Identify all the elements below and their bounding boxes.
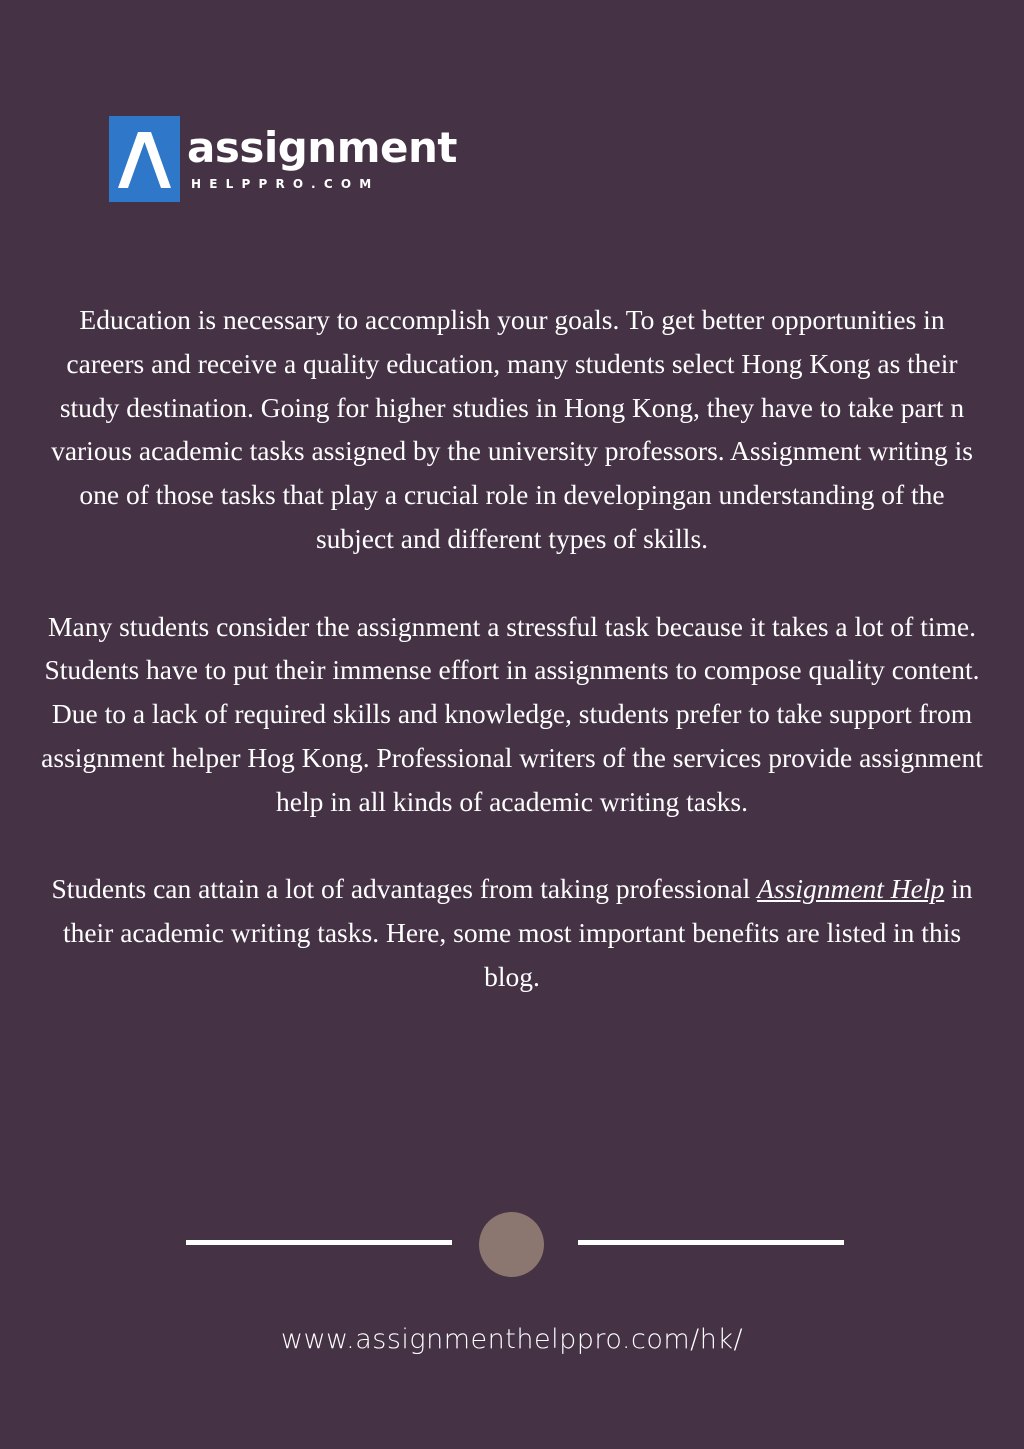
logo-mark [109, 116, 180, 202]
paragraph-3-rest: in their academic writing tasks. Here, some most important benefits are listed in this blog. [62, 873, 973, 992]
paragraph-3-intro: Students can attain a lot of advantages from taking professional [51, 873, 751, 905]
assignment-help-link[interactable]: Assignment Help [757, 873, 945, 905]
decorative-divider [0, 1212, 1024, 1276]
caret-a-icon [109, 116, 180, 202]
divider-line-right [578, 1240, 844, 1245]
paragraph-3 [40, 867, 984, 998]
paragraph-1: Education is necessary to accomplish your goals. To get better opportunities in careers and receive a quality education, many students select Hong Kong as their study destination. Going for higher studies in Hong Kong, they have to take part n various academic tasks assigned by the university professors. Assignment writing is one of those tasks that play a crucial role in developingan understanding of the subject and different types of skills. [51, 304, 973, 554]
paragraph-2: Many students consider the assignment a stressful task because it takes a lot of time. Students have to put their immense effort in assignments to compose quality content. Due to a lack of required skills and knowledge, students prefer to take support from assignment helper Hog Kong. Professional writers of the services provide assignment help in all kinds of academic writing tasks. [41, 610, 983, 817]
logo [109, 116, 457, 206]
article-body [40, 298, 984, 1043]
divider-dot [479, 1212, 544, 1277]
logo-wordmark: assignment [187, 123, 457, 172]
logo-domain: HELPPRO.COM [191, 177, 380, 191]
website-url[interactable]: www.assignmenthelppro.com/hk/ [280, 1324, 744, 1355]
divider-line-left [186, 1240, 452, 1245]
